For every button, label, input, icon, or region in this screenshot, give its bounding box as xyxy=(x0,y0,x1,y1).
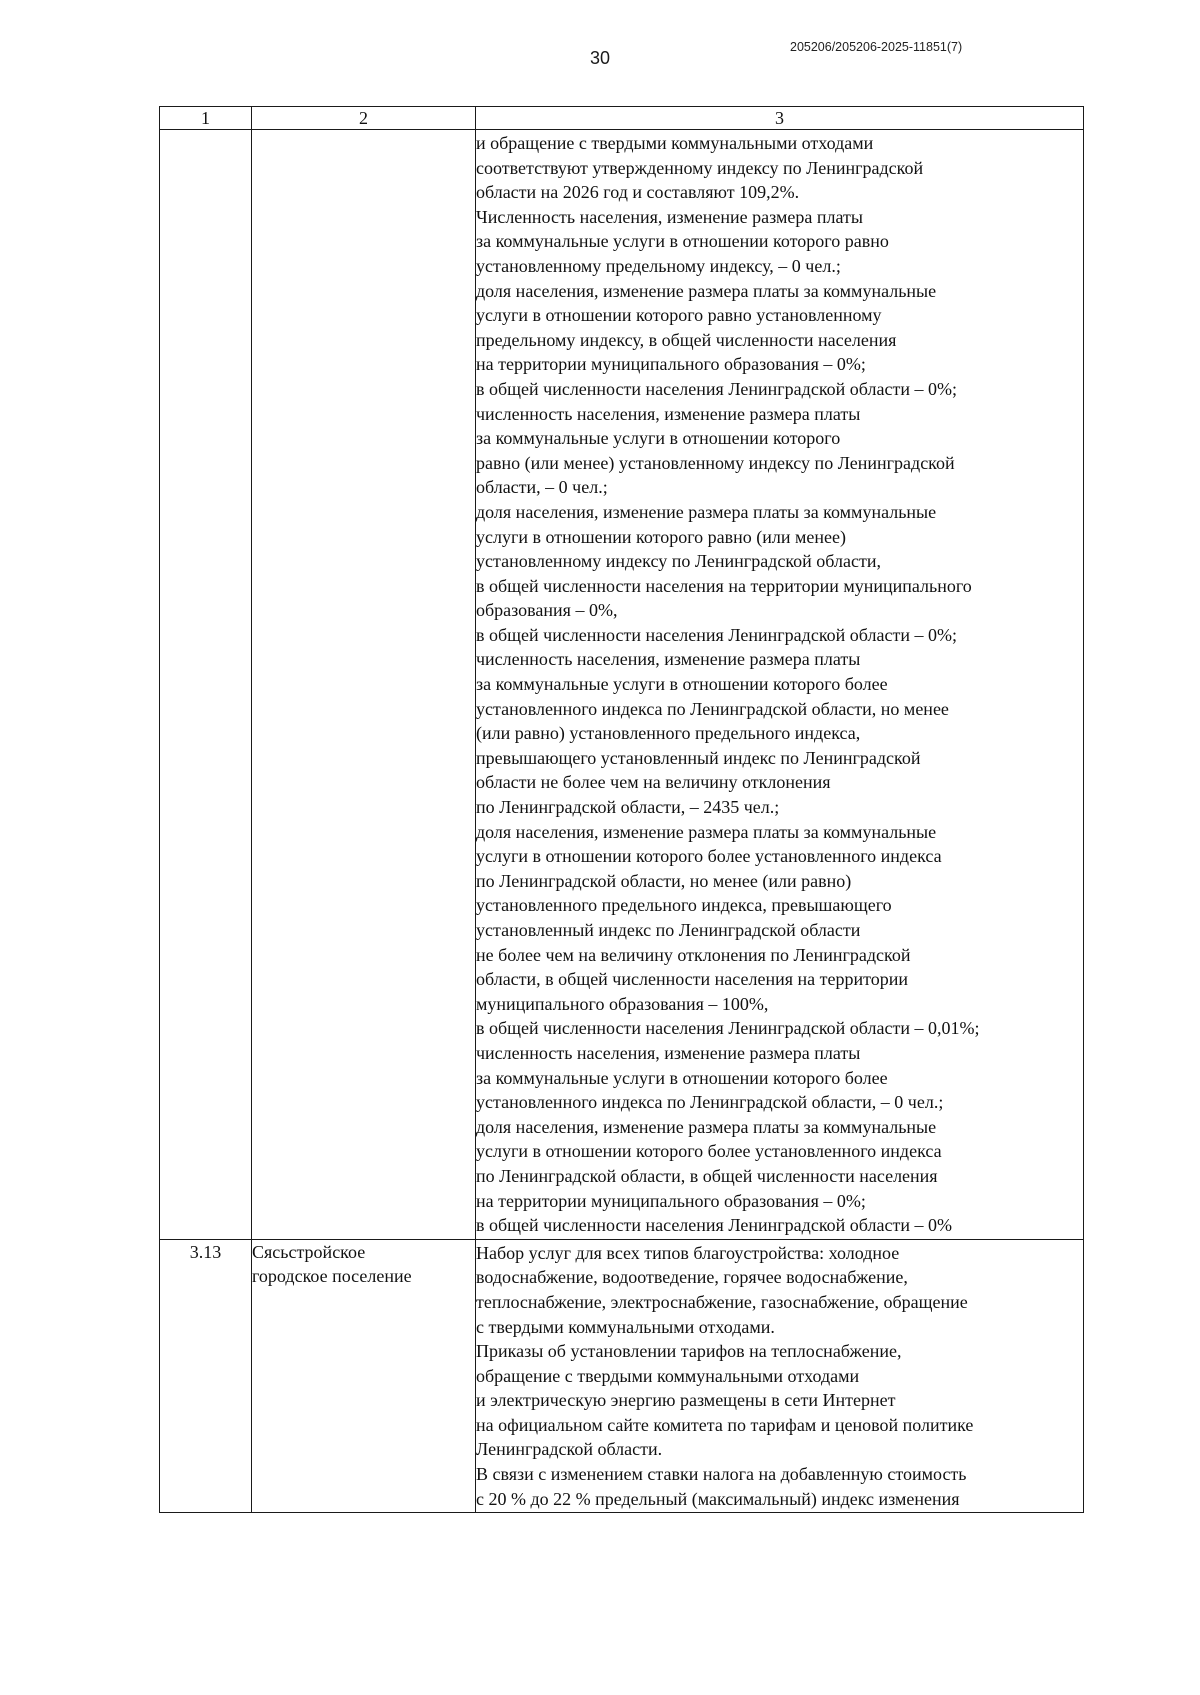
text-line: численность населения, изменение размера платы xyxy=(476,403,861,424)
settlement-name-cell xyxy=(252,1239,476,1513)
text-line: доля населения, изменение размера платы за коммунальные xyxy=(476,280,937,301)
text-line: установленного предельного индекса, превышающего xyxy=(476,895,892,916)
text-line: обращение с твердыми коммунальными отходами xyxy=(476,1365,860,1386)
text-line: В связи с изменением ставки налога на добавленную стоимость xyxy=(476,1464,967,1485)
text-line: (или равно) установленного предельного индекса, xyxy=(476,723,861,744)
text-line: установленному индексу по Ленинградской области, xyxy=(476,551,881,572)
table-row xyxy=(160,130,1084,1240)
description-cell xyxy=(476,130,1084,1240)
text-line: соответствуют утвержденному индексу по Ленинградской xyxy=(476,157,924,178)
text-line: превышающего установленный индекс по Ленинградской xyxy=(476,747,921,768)
text-line: Сясьстройское xyxy=(252,1241,366,1262)
text-line: области на 2026 год и составляют 109,2%. xyxy=(476,182,800,203)
text-line: в общей численности населения Ленинградской области – 0%; xyxy=(476,378,957,399)
text-line: в общей численности населения Ленинградской области – 0,01%; xyxy=(476,1018,980,1039)
column-header-3: 3 xyxy=(476,107,1084,130)
text-line: услуги в отношении которого более установленного индекса xyxy=(476,846,942,867)
text-line: за коммунальные услуги в отношении которого более xyxy=(476,1067,888,1088)
text-line: и электрическую энергию размещены в сети Интернет xyxy=(476,1390,896,1411)
text-line: установленный индекс по Ленинградской области xyxy=(476,920,861,940)
settlement-name-cell xyxy=(252,130,476,1240)
text-line: области не более чем на величину отклонения xyxy=(476,772,831,793)
text-line: Набор услуг для всех типов благоустройства: холодное xyxy=(476,1242,900,1263)
text-line: Ленинградской области. xyxy=(476,1439,663,1460)
table-header-row xyxy=(160,107,1084,130)
table-row xyxy=(160,1239,1084,1513)
document-id: 205206/205206-2025-11851(7) xyxy=(790,40,963,54)
text-line: численность населения, изменение размера платы xyxy=(476,1042,861,1063)
text-line: области, в общей численности населения на территории xyxy=(476,969,908,990)
text-line: городское поселение xyxy=(252,1266,412,1287)
text-line: на территории муниципального образования – 0%; xyxy=(476,354,866,375)
text-line: по Ленинградской области, – 2435 чел.; xyxy=(476,797,780,818)
text-line: равно (или менее) установленному индексу по Ленинградской xyxy=(476,452,955,473)
column-header-2: 2 xyxy=(252,107,476,130)
text-line: по Ленинградской области, в общей численности населения xyxy=(476,1165,938,1186)
text-line: в общей численности населения Ленинградской области – 0%; xyxy=(476,624,957,645)
text-line: за коммунальные услуги в отношении которого xyxy=(476,428,841,449)
text-line: услуги в отношении которого равно установленному xyxy=(476,305,882,326)
text-line: установленного индекса по Ленинградской области, – 0 чел.; xyxy=(476,1092,944,1113)
page-number: 30 xyxy=(589,48,611,68)
row-number-cell: 3.13 xyxy=(160,1239,252,1513)
text-line: водоснабжение, водоотведение, горячее водоснабжение, xyxy=(476,1267,908,1288)
text-line: доля населения, изменение размера платы за коммунальные xyxy=(476,821,937,842)
text-line: образования – 0%, xyxy=(476,600,618,621)
text-line: муниципального образования – 100%, xyxy=(476,993,769,1014)
text-line: Численность населения, изменение размера платы xyxy=(476,206,863,227)
text-line: на официальном сайте комитета по тарифам и ценовой политике xyxy=(476,1414,974,1435)
text-line: с твердыми коммунальными отходами. xyxy=(476,1316,775,1337)
text-line: Приказы об установлении тарифов на теплоснабжение, xyxy=(476,1341,902,1362)
text-line: в общей численности населения Ленинградской области – 0% xyxy=(476,1215,952,1236)
text-line: на территории муниципального образования – 0%; xyxy=(476,1190,866,1211)
text-line: установленному предельному индексу, – 0 чел.; xyxy=(476,255,841,276)
row-number-cell xyxy=(160,130,252,1240)
text-line: предельному индексу, в общей численности населения xyxy=(476,329,897,350)
text-line: численность населения, изменение размера платы xyxy=(476,649,861,670)
text-line: с 20 % до 22 % предельный (максимальный) индекс изменения xyxy=(476,1488,960,1509)
text-line: по Ленинградской области, но менее (или равно) xyxy=(476,870,852,891)
text-line: не более чем на величину отклонения по Ленинградской xyxy=(476,944,911,965)
text-line: за коммунальные услуги в отношении которого более xyxy=(476,674,888,695)
text-line: доля населения, изменение размера платы за коммунальные xyxy=(476,1116,937,1137)
description-cell xyxy=(476,1239,1084,1513)
text-line: услуги в отношении которого равно (или менее) xyxy=(476,526,847,547)
column-header-1: 1 xyxy=(160,107,252,130)
text-line: теплоснабжение, электроснабжение, газоснабжение, обращение xyxy=(476,1291,968,1312)
text-line: за коммунальные услуги в отношении которого равно xyxy=(476,231,889,252)
text-line: установленного индекса по Ленинградской области, но менее xyxy=(476,698,949,719)
document-table xyxy=(159,106,1084,1513)
text-line: в общей численности населения на территории муниципального xyxy=(476,575,972,596)
text-line: области, – 0 чел.; xyxy=(476,477,608,498)
text-line: услуги в отношении которого более установленного индекса xyxy=(476,1141,942,1162)
text-line: и обращение с твердыми коммунальными отходами xyxy=(476,133,874,153)
text-line: доля населения, изменение размера платы за коммунальные xyxy=(476,501,937,522)
